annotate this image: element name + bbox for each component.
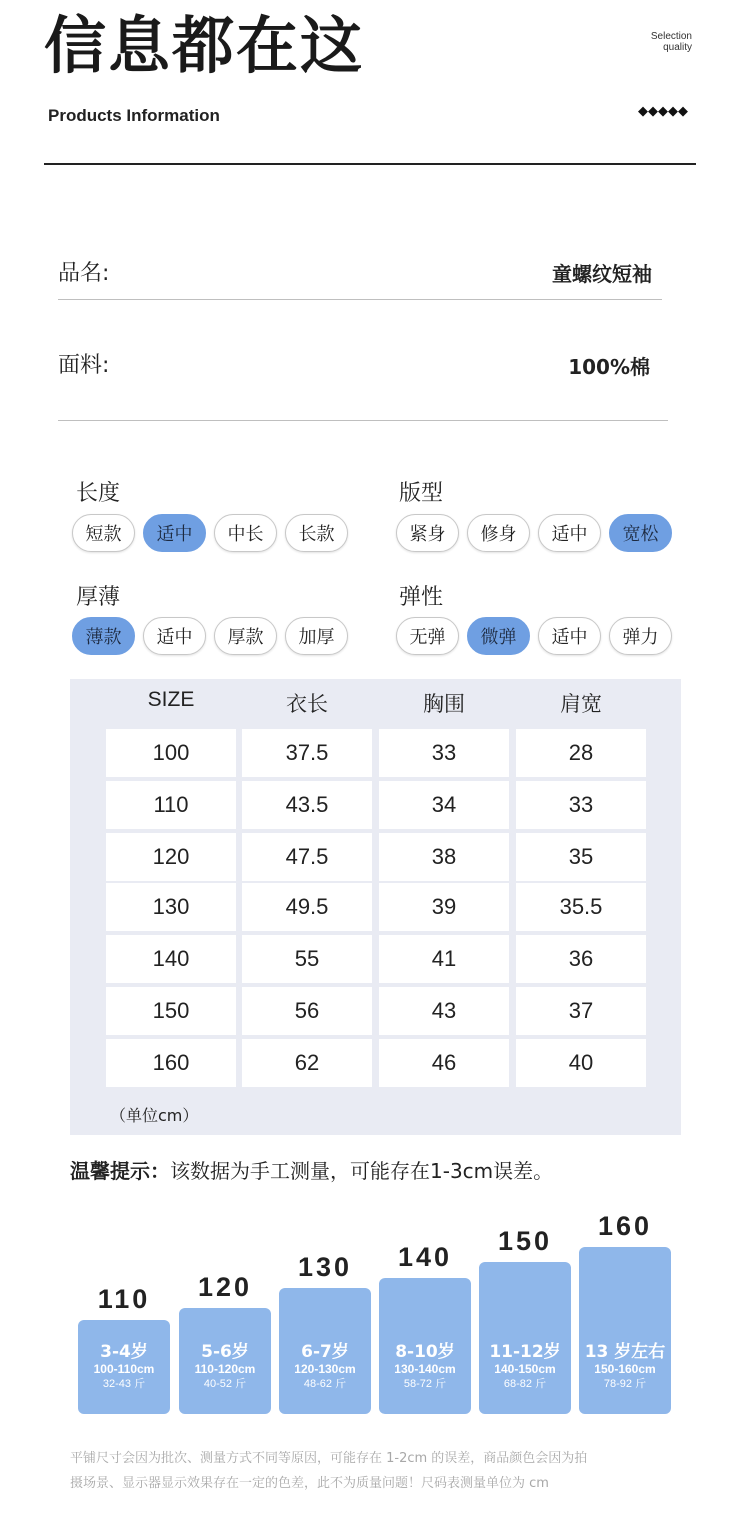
table-cell: 35 — [516, 833, 646, 881]
selection-quality-tag — [651, 31, 692, 53]
thickness-title: 厚薄 — [76, 585, 121, 610]
shoulder-column-header: 肩宽 — [560, 693, 602, 716]
bar-weight-range: 58-72 斤 — [403, 1378, 447, 1390]
fabric-label: 面料: — [58, 353, 110, 378]
age-bar — [479, 1262, 571, 1414]
tag-line-2: quality — [663, 42, 692, 53]
bar-age: 5-6岁 — [201, 1342, 249, 1362]
bar-age: 11-12岁 — [489, 1342, 561, 1362]
bar-age: 8-10岁 — [395, 1342, 455, 1362]
chest-column-header: 胸围 — [423, 693, 465, 716]
bar-weight-range: 48-62 斤 — [303, 1378, 347, 1390]
table-cell: 56 — [242, 987, 372, 1035]
elasticity-option[interactable]: 无弹 — [396, 617, 459, 655]
table-cell: 120 — [106, 833, 236, 881]
table-cell: 37 — [516, 987, 646, 1035]
length-column-header: 衣长 — [286, 693, 328, 716]
length-option[interactable]: 短款 — [72, 514, 135, 552]
elasticity-options — [396, 617, 672, 655]
footer-line-2: 摄场景、显示器显示效果存在一定的色差，此不为质量问题！尺码表测量单位为 cm — [70, 1476, 549, 1491]
footer-disclaimer — [70, 1446, 680, 1496]
table-cell: 46 — [379, 1039, 509, 1087]
tip-label: 温馨提示： — [70, 1159, 170, 1183]
bar-height-range: 100-110cm — [93, 1362, 155, 1376]
bar-height-range: 130-140cm — [394, 1362, 456, 1376]
table-cell: 41 — [379, 935, 509, 983]
bar-age: 3-4岁 — [100, 1342, 148, 1362]
length-title: 长度 — [76, 481, 121, 506]
thickness-options — [72, 617, 348, 655]
fit-option[interactable]: 修身 — [467, 514, 530, 552]
tag-line-1: Selection — [650, 31, 692, 42]
table-cell: 49.5 — [242, 883, 372, 931]
table-cell: 37.5 — [242, 729, 372, 777]
table-cell: 28 — [516, 729, 646, 777]
table-cell: 160 — [106, 1039, 236, 1087]
table-cell: 62 — [242, 1039, 372, 1087]
bar-height-range: 120-130cm — [294, 1362, 356, 1376]
table-cell: 110 — [106, 781, 236, 829]
elasticity-title: 弹性 — [399, 585, 444, 610]
bar-size-label: 140 — [397, 1242, 453, 1272]
table-cell: 36 — [516, 935, 646, 983]
page-title: 信息都在这 — [44, 9, 365, 82]
age-bar — [179, 1308, 271, 1414]
products-information-subtitle: Products Information — [48, 106, 220, 125]
thickness-option[interactable]: 适中 — [143, 617, 206, 655]
table-cell: 150 — [106, 987, 236, 1035]
product-name-value: 童螺纹短袖 — [552, 262, 652, 286]
fit-option[interactable]: 宽松 — [609, 514, 672, 552]
table-cell: 130 — [106, 883, 236, 931]
bar-weight-range: 32-43 斤 — [102, 1378, 146, 1390]
bar-weight-range: 68-82 斤 — [503, 1378, 547, 1390]
fit-option[interactable]: 紧身 — [396, 514, 459, 552]
age-bar — [279, 1288, 371, 1414]
length-option[interactable]: 长款 — [285, 514, 348, 552]
bar-size-label: 130 — [297, 1252, 353, 1282]
fit-title: 版型 — [399, 481, 444, 506]
table-cell: 43 — [379, 987, 509, 1035]
length-option[interactable]: 中长 — [214, 514, 277, 552]
table-cell: 43.5 — [242, 781, 372, 829]
elasticity-option[interactable]: 微弹 — [467, 617, 530, 655]
fit-options — [396, 514, 672, 552]
bar-size-label: 150 — [497, 1226, 553, 1256]
bar-height-range: 110-120cm — [194, 1362, 256, 1376]
thickness-option[interactable]: 加厚 — [285, 617, 348, 655]
product-name-label: 品名: — [58, 261, 110, 286]
table-cell: 39 — [379, 883, 509, 931]
header-divider — [44, 163, 696, 165]
bar-age: 6-7岁 — [301, 1342, 349, 1362]
bar-height-range: 140-150cm — [494, 1362, 556, 1376]
footer-line-1: 平铺尺寸会因为批次、测量方式不同等原因，可能存在 1-2cm 的误差，商品颜色会因为拍 — [70, 1451, 588, 1466]
fabric-divider — [58, 420, 668, 421]
diamond-decoration-icon: ◆◆◆◆◆ — [638, 104, 688, 119]
unit-note: （单位cm） — [110, 1106, 199, 1125]
bar-age: 13 岁左右 — [584, 1342, 666, 1362]
table-cell: 33 — [516, 781, 646, 829]
bar-size-label: 160 — [597, 1211, 653, 1241]
bar-weight-range: 78-92 斤 — [603, 1378, 647, 1390]
fit-option[interactable]: 适中 — [538, 514, 601, 552]
product-name-divider — [58, 299, 662, 300]
measurement-tip — [70, 1155, 553, 1184]
elasticity-option[interactable]: 弹力 — [609, 617, 672, 655]
length-option[interactable]: 适中 — [143, 514, 206, 552]
table-cell: 40 — [516, 1039, 646, 1087]
table-cell: 38 — [379, 833, 509, 881]
tip-text: 该数据为手工测量，可能存在1-3cm误差。 — [170, 1159, 554, 1183]
age-bar — [579, 1247, 671, 1414]
fabric-value: 100%棉 — [568, 355, 650, 379]
thickness-option[interactable]: 薄款 — [72, 617, 135, 655]
age-bar — [379, 1278, 471, 1414]
table-cell: 33 — [379, 729, 509, 777]
table-cell: 35.5 — [516, 883, 646, 931]
table-cell: 55 — [242, 935, 372, 983]
table-cell: 100 — [106, 729, 236, 777]
thickness-option[interactable]: 厚款 — [214, 617, 277, 655]
table-cell: 140 — [106, 935, 236, 983]
length-options — [72, 514, 348, 552]
table-cell: 47.5 — [242, 833, 372, 881]
size-column-header: SIZE — [147, 688, 195, 711]
elasticity-option[interactable]: 适中 — [538, 617, 601, 655]
bar-size-label: 110 — [97, 1284, 151, 1314]
table-cell: 34 — [379, 781, 509, 829]
age-bar — [78, 1320, 170, 1414]
bar-height-range: 150-160cm — [594, 1362, 656, 1376]
bar-size-label: 120 — [197, 1272, 253, 1302]
bar-weight-range: 40-52 斤 — [203, 1378, 247, 1390]
